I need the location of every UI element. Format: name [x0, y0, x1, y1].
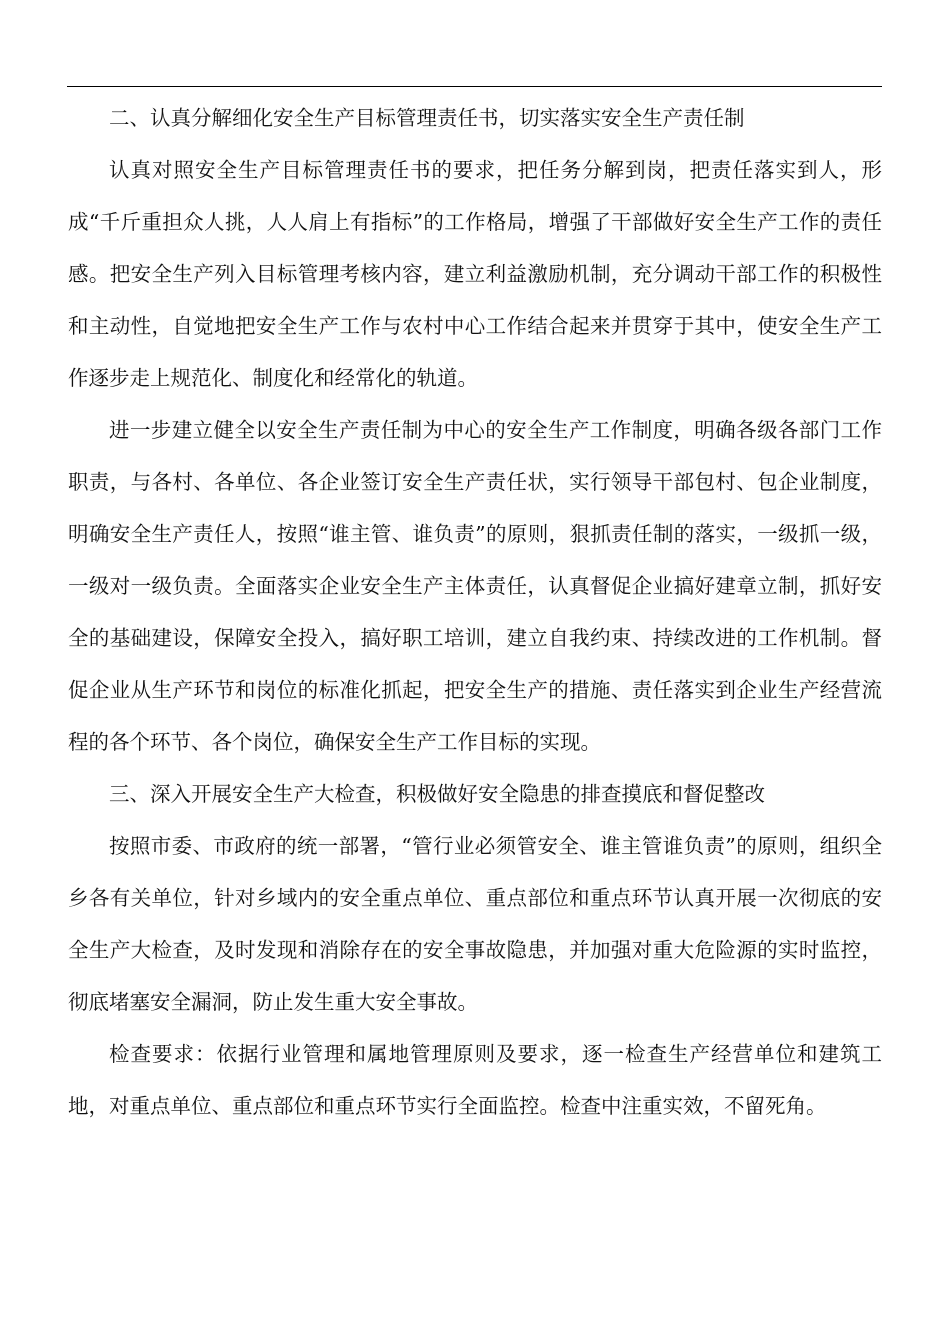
paragraph-system: 进一步建立健全以安全生产责任制为中心的安全生产工作制度，明确各级各部门工作职责，与各村、各单位、各企业签订安全生产责任状，实行领导干部包村、包企业制度，明确安全生产责任人，按照“谁主管、谁负责”的原则，狠抓责任制的落实，一级抓一级，一级对一级负责。全面落实企业安全生产主体责任，认真督促企业搞好建章立制，抓好安全的基础建设，保障安全投入，搞好职工培训，建立自我约束、持续改进的工作机制。督促企业从生产环节和岗位的标准化抓起，把安全生产的措施、责任落实到企业生产经营流程的各个环节、各个岗位，确保安全生产工作目标的实现。 — [68, 418, 882, 754]
paragraph-responsibility: 认真对照安全生产目标管理责任书的要求，把任务分解到岗，把责任落实到人，形成“千斤重担众人挑，人人肩上有指标”的工作格局，增强了干部做好安全生产工作的责任感。把安全生产列入目标管理考核内容，建立利益激励机制，充分调动干部工作的积极性和主动性，自觉地把安全生产工作与农村中心工作结合起来并贯穿于其中，使安全生产工作逐步走上规范化、制度化和经常化的轨道。 — [68, 158, 882, 390]
paragraph-inspection-requirements: 检查要求：依据行业管理和属地管理原则及要求，逐一检查生产经营单位和建筑工地，对重点单位、重点部位和重点环节实行全面监控。检查中注重实效，不留死角。 — [68, 1042, 882, 1118]
header-rule — [67, 86, 882, 87]
paragraph-inspection: 按照市委、市政府的统一部署，“管行业必须管安全、谁主管谁负责”的原则，组织全乡各有关单位，针对乡域内的安全重点单位、重点部位和重点环节认真开展一次彻底的安全生产大检查，及时发现和消除存在的安全事故隐患，并加强对重大危险源的实时监控，彻底堵塞安全漏洞，防止发生重大安全事故。 — [68, 834, 882, 1014]
section-heading-2: 二、认真分解细化安全生产目标管理责任书，切实落实安全生产责任制 — [109, 106, 745, 130]
section-heading-3: 三、深入开展安全生产大检查，积极做好安全隐患的排查摸底和督促整改 — [109, 782, 765, 806]
document-body — [68, 92, 882, 1132]
